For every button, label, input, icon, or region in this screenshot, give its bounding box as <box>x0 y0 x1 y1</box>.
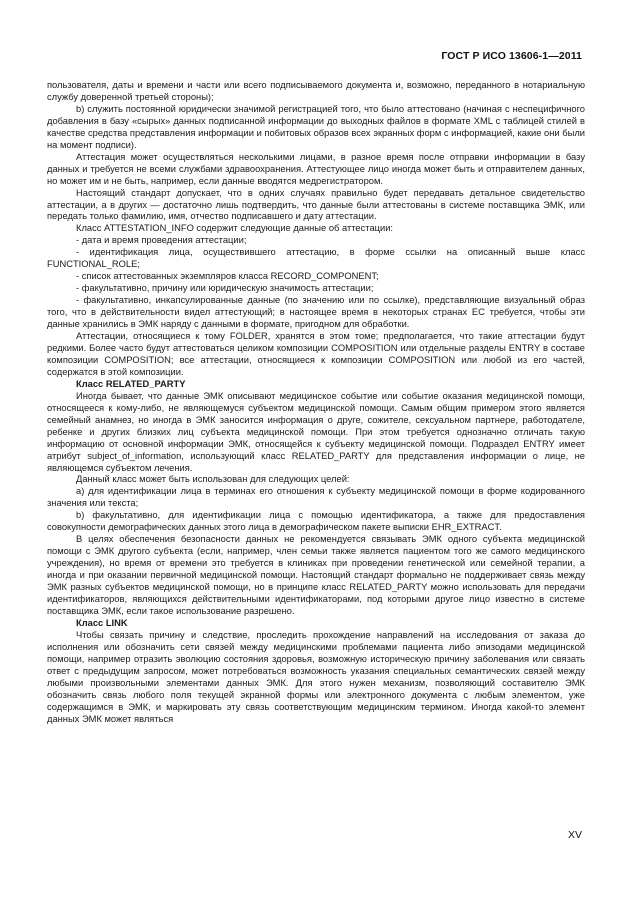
paragraph: В целях обеспечения безопасности данных не рекомендуется связывать ЭМК одного субъекта медицинской помощи с ЭМК другого субъекта (если, например, член семьи также является пациентом того же самого медицинского учреждения), но время от времени это требуется в клиниках при проведении генетической или семейной терапии, а иногда и при оказании первичной медицинской помощи. Настоящий стандарт формально не поддерживает связь между ЭМК разных субъектов медицинской помощи, но в принципе класс RELATED_PARTY можно использовать для передачи идентификаторов, являющихся действительными идентификаторами, под которыми другое лицо известно в системе поставщика ЭМК, если такое использование разрешено. <box>47 534 585 616</box>
section-heading: Класс LINK <box>76 617 128 628</box>
paragraph: b) служить постоянной юридически значимой регистрацией того, что было аттестовано (начиная с неспецифичного добавления в базу «сырых» данных подписанной информации до выходных файлов в формате XML с таблицей стилей в качестве средства представления информации и побитовых образов всех экранных форм с информацией, какие они были на момент подписи). <box>47 103 585 150</box>
paragraph: Иногда бывает, что данные ЭМК описывают медицинское событие или событие оказания медицинской помощи, относящееся к кому-либо, не являющемуся субъектом медицинской помощи. Самым общим примером этого является семейный анамнез, но иногда в ЭМК заносится информация о друге, сожителе, сексуальном партнере, работодателе, ребенке и других близких лиц субъекта медицинской помощи. При этом требуется однозначно отличать такую информацию от основной информации ЭМК, относящейся к субъекту медицинской помощи. Подраздел ENTRY имеет атрибут subject_of_information, использующий класс RELATED_PARTY для представления информации о лице, не являющемся субъектом лечения. <box>47 390 585 473</box>
body-text <box>47 80 585 725</box>
paragraph: Данный класс может быть использован для следующих целей: <box>76 474 350 485</box>
list-item: а) для идентификации лица в терминах его отношения к субъекту медицинской помощи в форме кодированного значения или текста; <box>47 486 585 509</box>
list-item: - факультативно, инкапсулированные данные (по значению или по ссылке), представляющие визуальный образ того, что в действительности видел аттестующий; в настоящее время в некоторых странах ЕС требуется, чтобы эти данные хранились в ЭМК наряду с данными в формате, пригодном для обработки. <box>47 295 585 330</box>
paragraph: пользователя, даты и времени и части или всего подписываемого документа и, возможно, переданного в нотариальную службу доверенной третьей стороны); <box>47 80 585 102</box>
paragraph: Аттестация может осуществляться несколькими лицами, в разное время после отправки информации в базу данных и требуется не всеми службами здравоохранения. Аттестующее лицо иногда может быть и отправителем данных, но может им и не быть, например, если данные вводятся медрегистратором. <box>47 151 585 186</box>
list-item: - список аттестованных экземпляров класса RECORD_COMPONENT; <box>76 271 379 282</box>
paragraph: Класс ATTESTATION_INFO содержит следующие данные об аттестации: <box>76 223 394 234</box>
paragraph: Аттестации, относящиеся к тому FOLDER, хранятся в этом томе; предполагается, что такие аттестации будут редкими. Более часто будут аттестоваться целиком композиции COMPOSITION или отдельные разделы ENTRY в составе композиции COMPOSITION; все аттестации, относящиеся к композиции COMPOSITION или любой из его частей, содержатся в этой композиции. <box>47 331 585 377</box>
section-heading: Класс RELATED_PARTY <box>76 378 186 389</box>
list-item: - дата и время проведения аттестации; <box>76 235 247 246</box>
standard-header: ГОСТ Р ИСО 13606-1—2011 <box>441 50 582 62</box>
list-item: - идентификация лица, осуществившего аттестацию, в форме ссылки на описанный выше класс FUNCTIONAL_ROLE; <box>47 247 585 270</box>
page-number: XV <box>567 829 582 841</box>
paragraph: Настоящий стандарт допускает, что в одних случаях правильно будет передавать детальное свидетельство аттестации, а в других — достаточно лишь подтвердить, что данные были аттестованы в системе поставщика ЭМК, или передать только фамилию, имя, отчество подписавшего и дату аттестации. <box>47 187 585 222</box>
list-item: - факультативно, причину или юридическую значимость аттестации; <box>76 283 374 294</box>
paragraph: Чтобы связать причину и следствие, проследить прохождение направлений на исследования от заказа до исполнения или обозначить сети связей между медицинскими проблемами пациента либо эпизодами медицинской помощи, например отразить эволюцию состояния здоровья, возможную историческую причину заболевания или связать ответ с предыдущим запросом, может потребоваться возможность указания специальных семантических связей между любыми произвольными элементами данных ЭМК. Для этого нужен механизм, позволяющий составителю ЭМК обозначить связь любого поля текущей экранной формы или электронного документа с любым элементом, уже содержащимся в ЭМК, и маркировать эту связь соответствующим медицинским термином. Иногда какой-то элемент данных ЭМК может являться <box>47 629 585 724</box>
list-item: b) факультативно, для идентификации лица с помощью идентификатора, а также для предоставления совокупности демографических данных этого лица в демографическом пакете выписки EHR_EXTRACT. <box>47 510 585 533</box>
